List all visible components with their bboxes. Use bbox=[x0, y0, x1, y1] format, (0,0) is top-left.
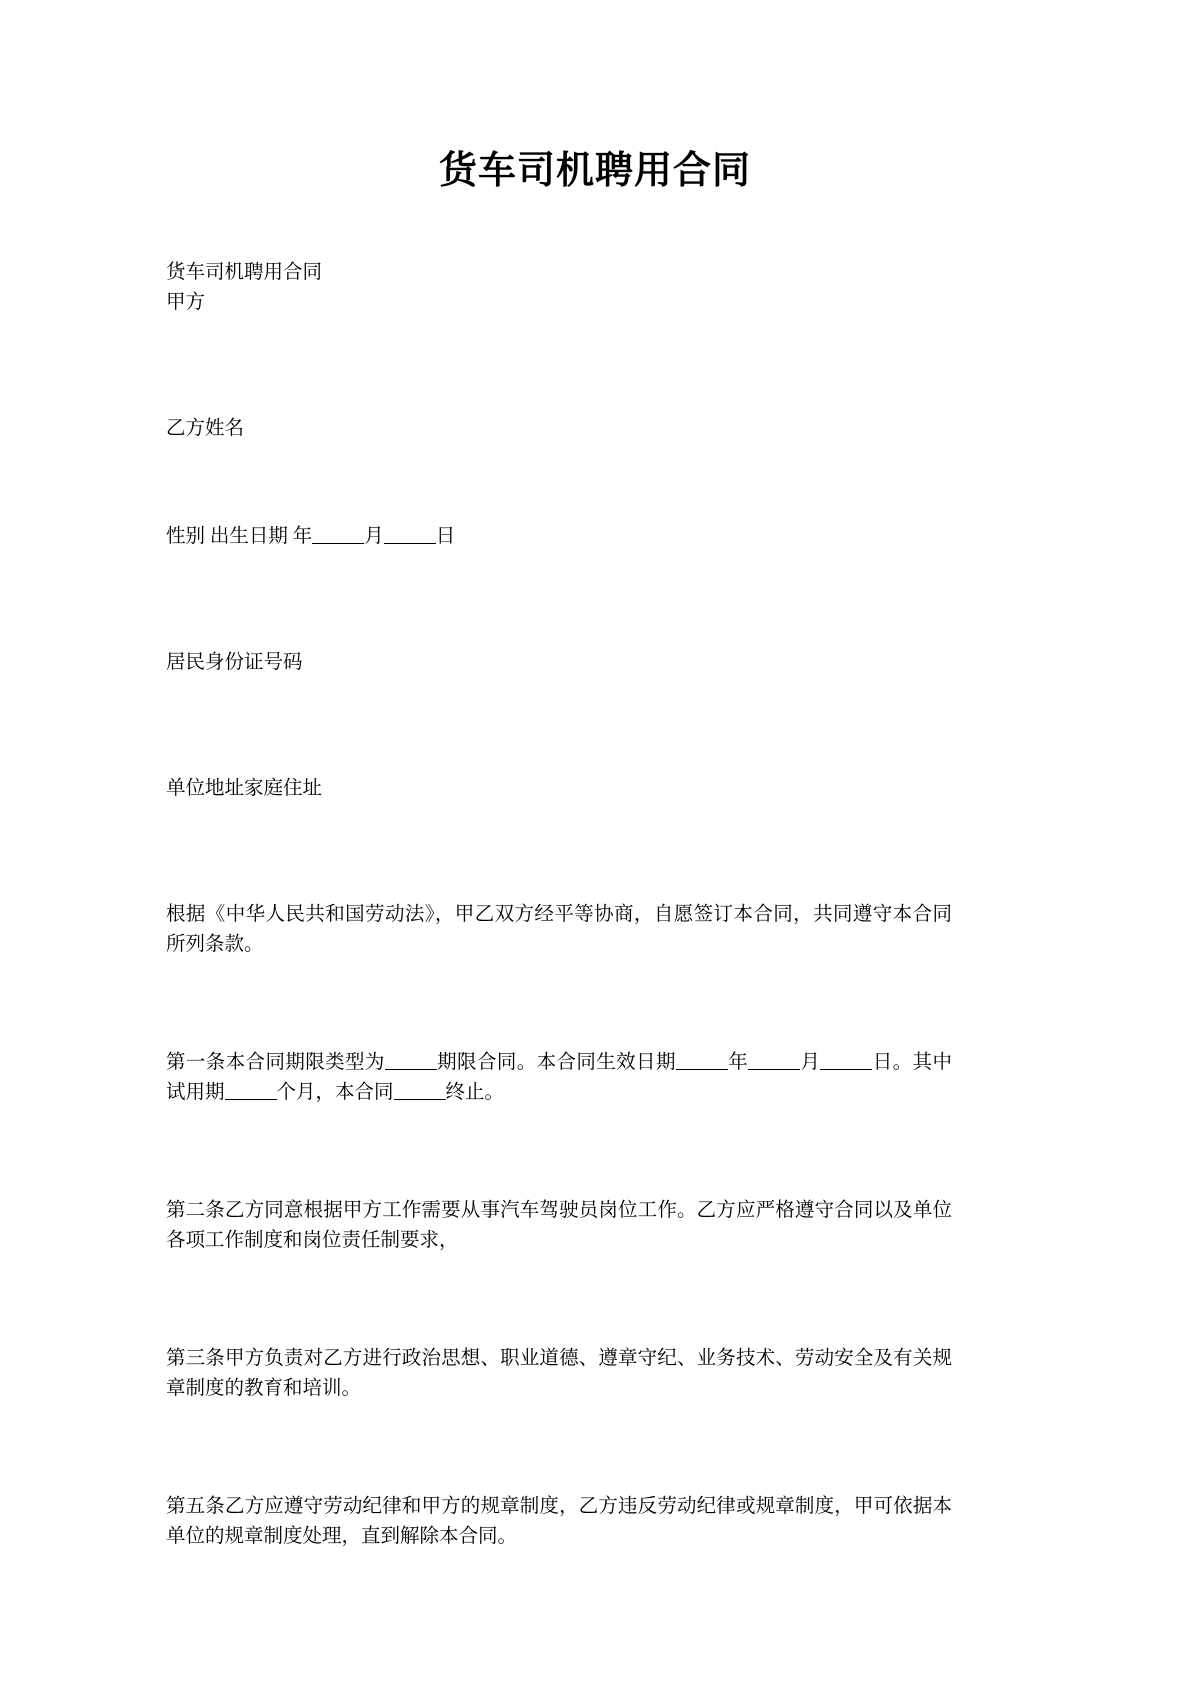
party-b-name-line: 乙方姓名 bbox=[166, 417, 245, 439]
birth-year-blank[interactable] bbox=[312, 523, 364, 544]
party-a-line: 甲方 bbox=[166, 291, 206, 313]
gender-birthdate-text-1: 性别 出生日期 年 bbox=[166, 525, 313, 547]
clause-1-text-3: 年 bbox=[727, 1051, 749, 1073]
effective-month-blank[interactable] bbox=[748, 1049, 800, 1070]
id-number-line: 居民身份证号码 bbox=[166, 651, 303, 673]
clause-2-paragraph: 第二条乙方同意根据甲方工作需要从事汽车驾驶员岗位工作。乙方应严格遵守合同以及单位各项工作制度和岗位责任制要求， bbox=[166, 1199, 952, 1251]
probation-months-blank[interactable] bbox=[225, 1079, 277, 1100]
contract-name-line: 货车司机聘用合同 bbox=[166, 261, 323, 283]
gender-birthdate-text-2: 月 bbox=[364, 525, 384, 547]
clause-5-paragraph: 第五条乙方应遵守劳动纪律和甲方的规章制度，乙方违反劳动纪律或规章制度，甲可依据本单位的规章制度处理，直到解除本合同。 bbox=[166, 1495, 952, 1547]
clause-3-paragraph: 第三条甲方负责对乙方进行政治思想、职业道德、遵章守纪、业务技术、劳动安全及有关规章制度的教育和培训。 bbox=[166, 1347, 952, 1399]
clause-1-text-6: 个月，本合同 bbox=[276, 1081, 394, 1103]
clause-1-text-4: 月 bbox=[800, 1051, 821, 1073]
contract-term-type-blank[interactable] bbox=[385, 1049, 437, 1070]
termination-blank[interactable] bbox=[394, 1079, 446, 1100]
page-title: 货车司机聘用合同 bbox=[438, 150, 751, 192]
effective-day-blank[interactable] bbox=[820, 1049, 872, 1070]
clause-1-text-1: 第一条本合同期限类型为 bbox=[166, 1051, 385, 1073]
clause-1-text-7: 终止。 bbox=[445, 1081, 505, 1103]
clause-1-text-2: 期限合同。本合同生效日期 bbox=[436, 1051, 676, 1073]
preamble-paragraph: 根据《中华人民共和国劳动法》，甲乙双方经平等协商，自愿签订本合同，共同遵守本合同所列条款。 bbox=[166, 903, 952, 955]
gender-birthdate-text-3: 日 bbox=[435, 525, 456, 547]
birth-month-blank[interactable] bbox=[384, 523, 436, 544]
effective-year-blank[interactable] bbox=[676, 1049, 728, 1070]
address-line: 单位地址家庭住址 bbox=[166, 777, 323, 799]
clause-1-paragraph bbox=[166, 1048, 952, 1108]
document-body bbox=[166, 258, 952, 1552]
clause-1-text-5: 日。其中试用期 bbox=[166, 1051, 952, 1103]
gender-birthdate-line bbox=[166, 522, 952, 552]
